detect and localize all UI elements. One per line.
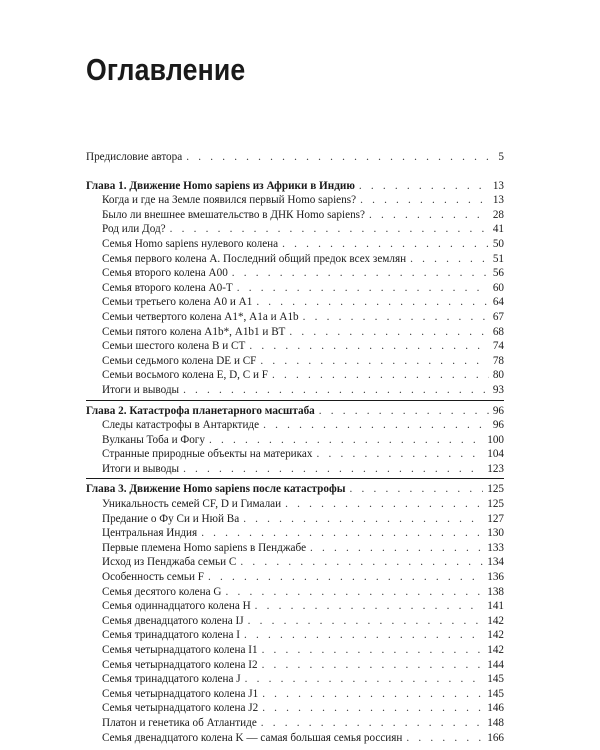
dot-leader: [208, 570, 483, 585]
toc-section[interactable]: [86, 731, 504, 746]
dot-leader: [406, 731, 483, 746]
toc-entry-label: Когда и где на Земле появился первый Homo sapiens?: [102, 194, 357, 207]
toc-entry-page: 145: [487, 687, 504, 700]
toc-section[interactable]: [86, 281, 504, 296]
toc-section[interactable]: [86, 418, 504, 433]
dot-leader: [369, 208, 489, 223]
dot-leader: [249, 339, 488, 354]
toc-entry-label: Семьи пятого колена А1b*, А1b1 и ВТ: [102, 325, 286, 338]
toc-section[interactable]: [86, 237, 504, 252]
toc-entry-label: Исход из Пенджаба семьи С: [102, 556, 237, 569]
toc-entry-page: 138: [487, 585, 504, 598]
toc-entry-label: Семья второго колена А00: [102, 267, 228, 280]
toc-entry-page: 146: [487, 702, 504, 715]
toc-entry-page: 50: [492, 237, 504, 250]
dot-leader: [316, 447, 483, 462]
toc-section[interactable]: [86, 354, 504, 369]
chapter-divider: [86, 400, 504, 401]
toc-entry-label: Семья одиннадцатого колена H: [102, 600, 251, 613]
toc-section[interactable]: [86, 599, 504, 614]
toc-section[interactable]: [86, 497, 504, 512]
toc-entry-label: Род или Дод?: [102, 223, 166, 236]
toc-section[interactable]: [86, 193, 504, 208]
toc-section[interactable]: [86, 687, 504, 702]
dot-leader: [289, 325, 488, 340]
dot-leader: [183, 383, 489, 398]
toc-entry-page: 78: [492, 354, 504, 367]
toc-section[interactable]: [86, 570, 504, 585]
toc-entry-label: Семья четырнадцатого колена J1: [102, 687, 259, 700]
toc-section[interactable]: [86, 208, 504, 223]
toc-section[interactable]: [86, 512, 504, 527]
chapters-list: [86, 179, 504, 746]
toc-entry-label: Семья четырнадцатого колена I1: [102, 644, 258, 656]
chapter-divider: [86, 478, 504, 479]
toc-entry-label: Семья четырнадцатого колена I2: [102, 658, 258, 671]
toc-entry-label: Глава 2. Катастрофа планетарного масштаба: [86, 404, 315, 417]
toc-chapter-2[interactable]: [86, 404, 504, 419]
toc-entry-page: 125: [487, 498, 504, 511]
toc-section[interactable]: [86, 716, 504, 731]
toc-entry-label: Следы катастрофы в Антарктиде: [102, 419, 260, 432]
toc-entry-label: Семьи третьего колена А0 и А1: [102, 296, 253, 309]
toc-entry-page: 134: [487, 556, 504, 569]
toc-section[interactable]: [86, 447, 504, 462]
toc-section[interactable]: [86, 643, 504, 658]
toc-entry-page: 141: [487, 600, 504, 613]
toc-section[interactable]: [86, 295, 504, 310]
toc-entry-label: Странные природные объекты на материках: [102, 448, 313, 461]
toc-entry-page: 68: [492, 325, 504, 338]
toc-entry-page: 96: [492, 419, 504, 432]
toc-section[interactable]: [86, 672, 504, 687]
dot-leader: [170, 222, 489, 237]
toc-entry-label: Семья двенадцатого колена IJ: [102, 614, 244, 627]
toc-entry-page: 13: [492, 179, 504, 192]
dot-leader: [303, 310, 489, 325]
toc-entry-label: Уникальность семей CF, D и Гималаи: [102, 498, 282, 511]
toc-section[interactable]: [86, 383, 504, 398]
dot-leader: [186, 150, 494, 165]
toc-section[interactable]: [86, 222, 504, 237]
toc-entry-page: 74: [492, 340, 504, 353]
toc-entry-label: Центральная Индия: [102, 527, 198, 540]
toc-entry-page: 148: [487, 716, 504, 729]
toc-entry-page: 133: [487, 541, 504, 554]
toc-entry-label: Семьи восьмого колена E, D, C и F: [102, 369, 269, 382]
toc-section[interactable]: [86, 252, 504, 267]
toc-entry-page: 130: [487, 527, 504, 540]
dot-leader: [201, 526, 483, 541]
dot-leader: [262, 658, 484, 673]
dot-leader: [248, 614, 484, 629]
dot-leader: [310, 541, 483, 556]
toc-entry-label: Предисловие автора: [86, 151, 183, 163]
toc-entry-label: Семья четырнадцатого колена J2: [102, 702, 259, 715]
dot-leader: [285, 497, 483, 512]
toc-section[interactable]: [86, 585, 504, 600]
toc-section[interactable]: [86, 462, 504, 477]
dot-leader: [359, 179, 489, 194]
toc-entry-label: Семья Homo sapiens нулевого колена: [102, 237, 279, 250]
toc-entry-page: 96: [492, 404, 504, 417]
dot-leader: [256, 295, 489, 310]
toc-entry-page: 142: [487, 614, 504, 627]
dot-leader: [240, 555, 483, 570]
toc-entry-label: Итоги и выводы: [102, 383, 180, 396]
toc-section[interactable]: [86, 325, 504, 340]
dot-leader: [209, 433, 483, 448]
dot-leader: [282, 237, 489, 252]
toc-section[interactable]: [86, 628, 504, 643]
toc-entry-page: 60: [492, 281, 504, 294]
dot-leader: [349, 482, 483, 497]
toc-entry-page: 142: [487, 644, 504, 656]
dot-leader: [237, 281, 489, 296]
toc-entry-page: 93: [492, 383, 504, 396]
toc-entry-label: Вулканы Тоба и Фогу: [102, 433, 205, 446]
dot-leader: [232, 266, 489, 281]
toc-entry-preface[interactable]: [86, 150, 504, 165]
toc-entry-page: 123: [487, 462, 504, 475]
toc-entry-page: 41: [492, 223, 504, 236]
toc-chapter-3[interactable]: [86, 482, 504, 497]
toc-section[interactable]: [86, 266, 504, 281]
toc-entry-label: Семья первого колена А. Последний общий предок всех землян: [102, 252, 407, 265]
toc-entry-label: Первые племена Homo sapiens в Пенджабе: [102, 541, 307, 554]
toc-entry-label: Глава 1. Движение Homo sapiens из Африки в Индию: [86, 179, 355, 192]
toc-entry-page: 13: [492, 194, 504, 207]
toc-entry-label: Семья тринадцатого колена J: [102, 673, 241, 686]
dot-leader: [410, 252, 489, 267]
toc-entry-page: 51: [492, 252, 504, 265]
toc-section[interactable]: [86, 614, 504, 629]
toc-entry-page: 80: [492, 369, 504, 382]
toc-entry-label: Было ли внешнее вмешательство в ДНК Homo sapiens?: [102, 208, 365, 221]
toc-chapter-1[interactable]: [86, 179, 504, 194]
dot-leader: [183, 462, 483, 477]
toc-entry-page: 64: [492, 296, 504, 309]
toc-entry-label: Семьи четвертого колена А1*, А1а и А1b: [102, 310, 299, 323]
toc-entry-page: 166: [487, 731, 504, 744]
toc-section[interactable]: [86, 433, 504, 448]
toc-entry-page: 5: [498, 151, 504, 163]
dot-leader: [225, 585, 483, 600]
toc-section[interactable]: [86, 310, 504, 325]
dot-leader: [263, 418, 489, 433]
dot-leader: [261, 716, 483, 731]
toc-entry-page: 100: [487, 433, 504, 446]
dot-leader: [260, 354, 488, 369]
toc-entry-label: Семьи седьмого колена DE и CF: [102, 354, 257, 367]
toc-section[interactable]: [86, 658, 504, 673]
page-title: Оглавление: [86, 52, 246, 87]
toc-entry-label: Семья десятого колена G: [102, 585, 222, 598]
toc-entry-page: 67: [492, 310, 504, 323]
toc-entry-label: Семья второго колена А0-Т: [102, 281, 233, 294]
toc-entry-page: 142: [487, 629, 504, 642]
toc-entry-label: Особенность семьи F: [102, 571, 205, 584]
toc-entry-label: Предание о Фу Си и Нюй Ва: [102, 512, 240, 525]
dot-leader: [360, 193, 489, 208]
toc-section[interactable]: [86, 368, 504, 383]
toc-entry-page: 28: [492, 208, 504, 221]
dot-leader: [272, 368, 489, 383]
dot-leader: [245, 672, 484, 687]
toc-section[interactable]: [86, 541, 504, 556]
toc-entry-label: Глава 3. Движение Homo sapiens после катастрофы: [86, 483, 346, 496]
toc-entry-page: 125: [487, 483, 504, 496]
toc-entry-page: 56: [492, 267, 504, 280]
toc-section[interactable]: [86, 339, 504, 354]
dot-leader: [255, 599, 484, 614]
toc-entry-label: Итоги и выводы: [102, 462, 180, 475]
dot-leader: [244, 628, 483, 643]
table-of-contents: [86, 150, 504, 745]
toc-entry-page: 104: [487, 448, 504, 461]
toc-entry-label: Семья двенадцатого колена K — самая большая семья россиян: [102, 731, 403, 744]
toc-section[interactable]: [86, 555, 504, 570]
dot-leader: [262, 643, 484, 658]
dot-leader: [319, 404, 489, 419]
toc-entry-page: 144: [487, 658, 504, 671]
toc-section[interactable]: [86, 701, 504, 716]
toc-entry-label: Платон и генетика об Атлантиде: [102, 716, 257, 729]
dot-leader: [262, 701, 483, 716]
dot-leader: [243, 512, 483, 527]
toc-entry-page: 127: [487, 512, 504, 525]
toc-entry-page: 145: [487, 673, 504, 686]
toc-entry-label: Семья тринадцатого колена I: [102, 629, 240, 642]
toc-entry-page: 136: [487, 571, 504, 584]
dot-leader: [262, 687, 483, 702]
toc-entry-label: Семьи шестого колена В и СТ: [102, 340, 246, 353]
toc-section[interactable]: [86, 526, 504, 541]
